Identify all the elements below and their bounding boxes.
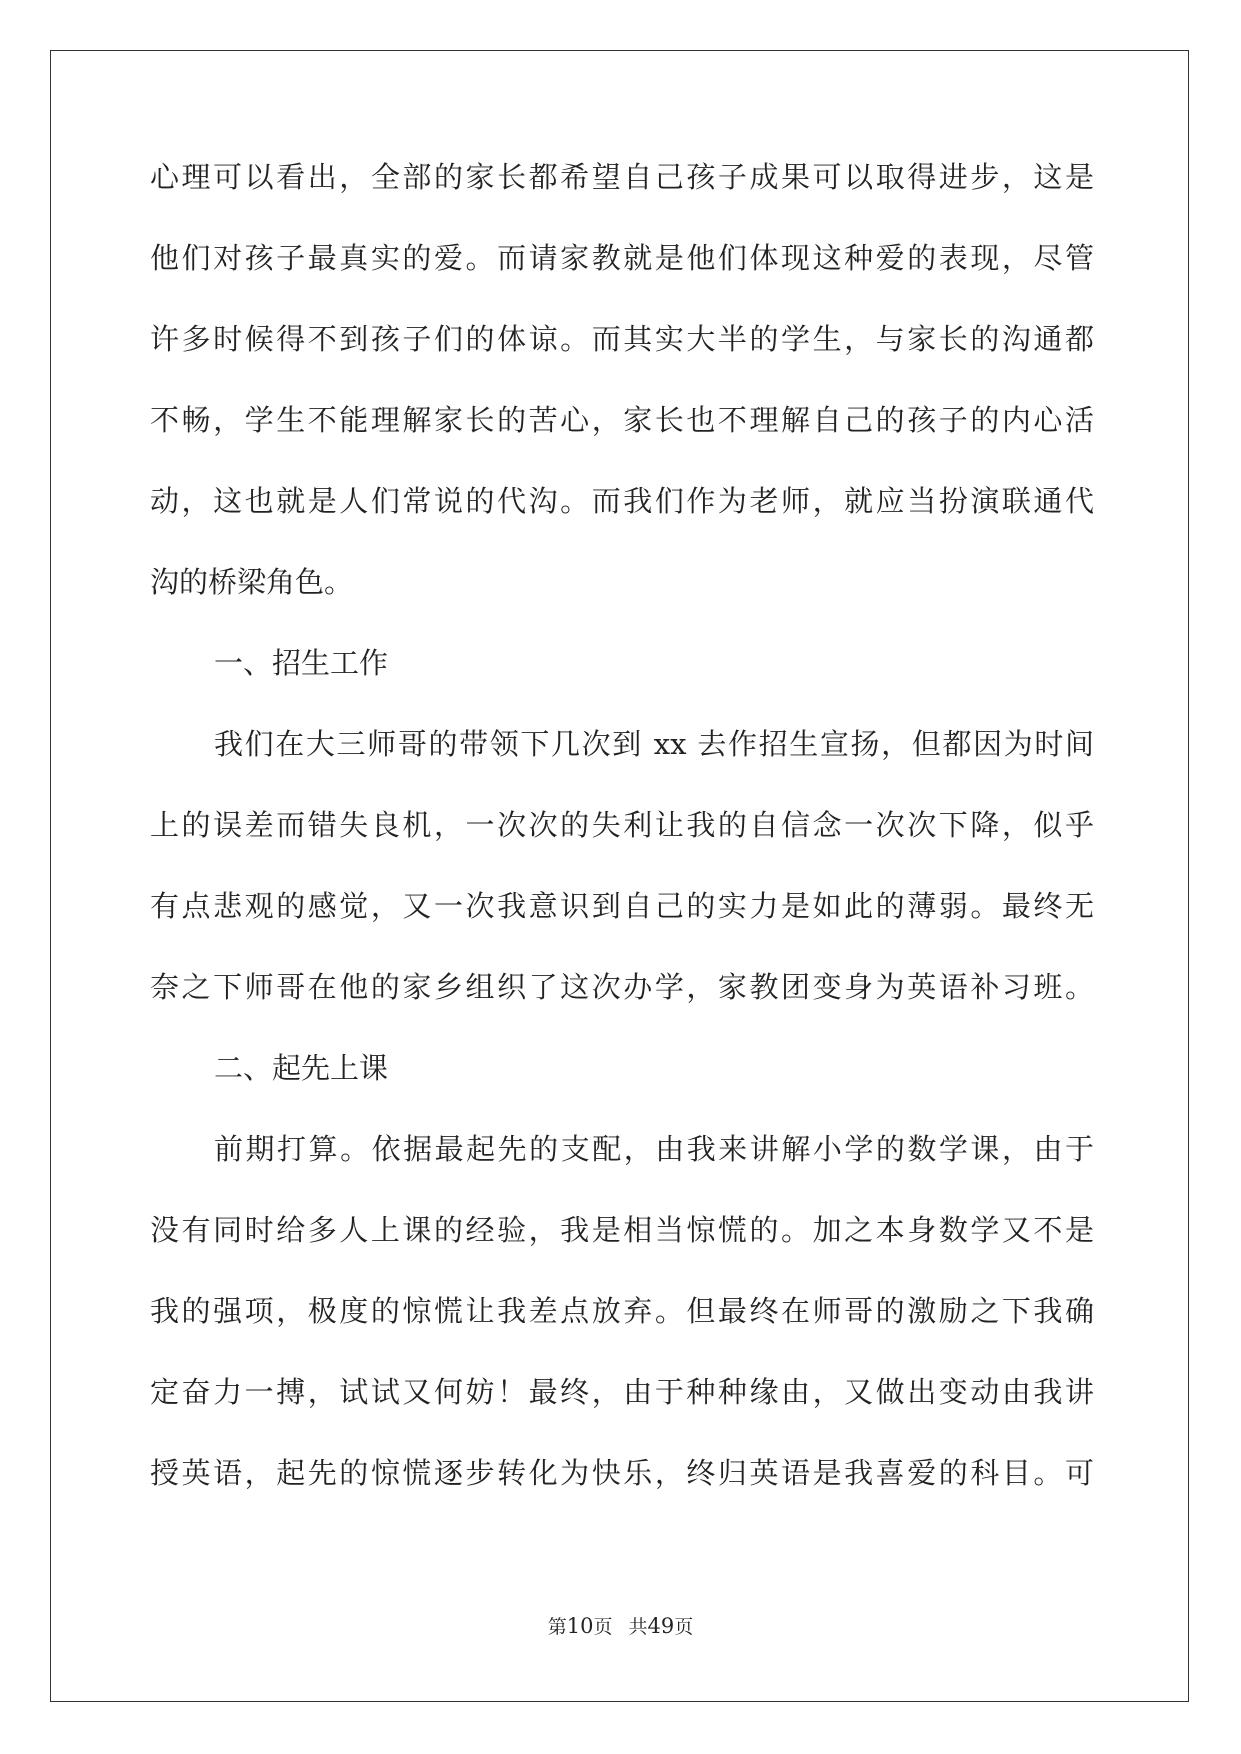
paragraph-line: 我们在大三师哥的带领下几次到 xx 去作招生宣扬，但都因为时间 — [214, 727, 1094, 761]
paragraph-line: 他们对孩子最真实的爱。而请家教就是他们体现这种爱的表现，尽管 — [150, 241, 1094, 275]
paragraph-line: 我的强项，极度的惊慌让我差点放弃。但最终在师哥的激励之下我确 — [150, 1294, 1094, 1328]
paragraph-line: 有点悲观的感觉，又一次我意识到自己的实力是如此的薄弱。最终无 — [150, 889, 1094, 923]
paragraph-line: 没有同时给多人上课的经验，我是相当惊慌的。加之本身数学又不是 — [150, 1213, 1094, 1247]
page-total-number: 49 — [647, 1614, 675, 1638]
paragraph-line: 前期打算。依据最起先的支配，由我来讲解小学的数学课，由于 — [214, 1132, 1094, 1166]
document-body — [150, 157, 1094, 1534]
paragraph-line: 动，这也就是人们常说的代沟。而我们作为老师，就应当扮演联通代 — [150, 484, 1094, 518]
page-footer — [0, 1612, 1241, 1639]
section-heading: 二、起先上课 — [214, 1051, 389, 1085]
paragraph-line: 定奋力一搏，试试又何妨！最终，由于种种缘由，又做出变动由我讲 — [150, 1375, 1094, 1409]
section-heading: 一、招生工作 — [214, 646, 389, 680]
paragraph-line: 上的误差而错失良机，一次次的失利让我的自信念一次次下降，似乎 — [150, 808, 1094, 842]
total-suffix: 页 — [674, 1616, 694, 1638]
page-prefix: 第 — [547, 1616, 567, 1638]
paragraph-line: 沟的桥梁角色。 — [150, 565, 354, 599]
paragraph-line: 奈之下师哥在他的家乡组织了这次办学，家教团变身为英语补习班。 — [150, 970, 1094, 1004]
paragraph-line: 授英语，起先的惊慌逐步转化为快乐，终归英语是我喜爱的科目。可 — [150, 1456, 1094, 1490]
paragraph-line: 许多时候得不到孩子们的体谅。而其实大半的学生，与家长的沟通都 — [150, 322, 1094, 356]
total-prefix: 共 — [628, 1616, 648, 1638]
paragraph-line: 心理可以看出，全部的家长都希望自己孩子成果可以取得进步，这是 — [150, 160, 1094, 194]
page-suffix: 页 — [593, 1616, 613, 1638]
page-current-number: 10 — [566, 1614, 594, 1638]
paragraph-line: 不畅，学生不能理解家长的苦心，家长也不理解自己的孩子的内心活 — [150, 403, 1094, 437]
